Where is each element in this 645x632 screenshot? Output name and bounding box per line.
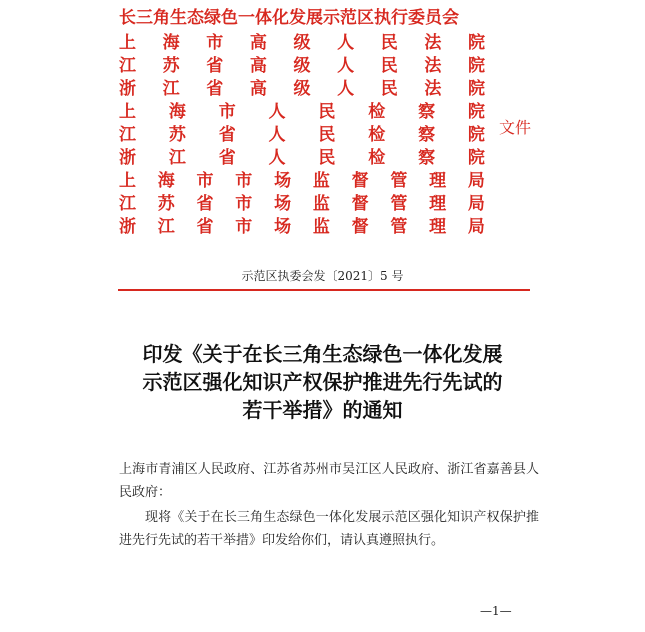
issuer-char: 市 [206, 33, 224, 53]
issuer-char: 人 [337, 79, 355, 99]
issuer-char: 上 [119, 33, 136, 53]
issuer-char: 人 [268, 102, 286, 122]
issuer-char: 市 [235, 217, 253, 237]
document-number: 示范区执委会发〔2021〕5 号 [241, 269, 404, 283]
issuer-char: 民 [318, 148, 336, 168]
issuer-char: 管 [390, 194, 408, 214]
issuer-row [119, 216, 485, 239]
issuer-char: 级 [293, 56, 311, 76]
issuer-char: 民 [380, 79, 398, 99]
issuer-char: 海 [168, 102, 186, 122]
issuer-char: 法 [424, 79, 442, 99]
issuer-row [119, 55, 485, 78]
issuer-char: 省 [218, 125, 236, 145]
issuer-char: 理 [429, 194, 447, 214]
issuer-row [119, 32, 485, 55]
issuer-char: 省 [196, 217, 214, 237]
body-paragraph: 现将《关于在长三角生态绿色一体化发展示范区强化知识产权保护推进先行先试的若干举措》印发给你们，请认真遵照执行。 [119, 510, 539, 548]
issuer-char: 督 [351, 217, 369, 237]
issuer-char: 上 [119, 102, 136, 122]
issuer-char: 市 [235, 171, 253, 191]
issuer-char: 海 [157, 171, 175, 191]
issuer-row [119, 147, 485, 170]
issuer-char: 督 [351, 194, 369, 214]
issuer-char: 海 [162, 33, 180, 53]
issuer-char: 监 [312, 194, 330, 214]
issuer-char: 监 [312, 217, 330, 237]
title-line: 若干举措》的通知 [242, 398, 403, 422]
issuer-char: 苏 [168, 125, 186, 145]
issuer-char: 民 [380, 33, 398, 53]
issuer-char: 江 [168, 148, 186, 168]
issuer-char: 察 [418, 102, 436, 122]
page-number: —1— [480, 604, 512, 618]
issuer-row [119, 124, 485, 147]
issuer-char: 法 [424, 33, 442, 53]
issuer-char: 人 [337, 56, 355, 76]
issuer-char: 理 [429, 217, 447, 237]
issuer-char: 省 [196, 194, 214, 214]
document-title [0, 340, 645, 424]
document-body [119, 458, 539, 552]
issuer-char: 监 [312, 171, 330, 191]
issuer-char: 苏 [157, 194, 175, 214]
issuer-list [119, 32, 485, 239]
issuer-row [119, 170, 485, 193]
issuer-char: 江 [119, 125, 136, 145]
document-suffix: 文件 [499, 118, 532, 137]
issuer-char: 局 [467, 217, 485, 237]
red-separator-line [118, 289, 530, 291]
issuer-char: 场 [274, 171, 292, 191]
issuer-char: 高 [249, 33, 267, 53]
issuer-char: 江 [119, 56, 136, 76]
issuer-row [119, 78, 485, 101]
issuer-char: 民 [318, 102, 336, 122]
title-line: 示范区强化知识产权保护推进先行先试的 [142, 370, 503, 394]
issuer-char: 省 [206, 79, 224, 99]
issuer-char: 省 [218, 148, 236, 168]
issuer-char: 场 [274, 217, 292, 237]
issuer-char: 人 [337, 33, 355, 53]
issuer-char: 理 [429, 171, 447, 191]
issuer-char: 人 [268, 148, 286, 168]
issuer-char: 检 [368, 148, 386, 168]
issuer-char: 院 [468, 79, 485, 99]
issuer-char: 浙 [119, 79, 136, 99]
issuer-char: 市 [235, 194, 253, 214]
recipients: 上海市青浦区人民政府、江苏省苏州市吴江区人民政府、浙江省嘉善县人民政府： [119, 462, 539, 500]
issuer-char: 院 [468, 56, 485, 76]
issuer-row [119, 101, 485, 124]
issuer-char: 民 [380, 56, 398, 76]
title-line: 印发《关于在长三角生态绿色一体化发展 [142, 342, 503, 366]
issuer-char: 院 [467, 148, 485, 168]
issuer-char: 级 [293, 79, 311, 99]
issuer-char: 院 [468, 33, 485, 53]
issuer-char: 浙 [119, 148, 136, 168]
issuer-char: 高 [249, 79, 267, 99]
issuing-agencies [119, 8, 485, 239]
issuer-char: 级 [293, 33, 311, 53]
issuer-char: 局 [467, 194, 485, 214]
issuer-char: 管 [390, 217, 408, 237]
issuer-char: 察 [418, 125, 436, 145]
issuer-char: 检 [368, 125, 386, 145]
issuer-char: 局 [467, 171, 485, 191]
issuer-char: 高 [249, 56, 267, 76]
issuer-char: 江 [162, 79, 180, 99]
issuer-char: 市 [196, 171, 214, 191]
issuer-char: 场 [274, 194, 292, 214]
issuer-char: 市 [218, 102, 236, 122]
issuer-char: 民 [318, 125, 336, 145]
issuer-char: 检 [368, 102, 386, 122]
issuer-char: 江 [157, 217, 175, 237]
issuer-executive-committee: 长三角生态绿色一体化发展示范区执行委员会 [119, 8, 459, 28]
issuer-char: 上 [119, 171, 136, 191]
issuer-char: 察 [418, 148, 436, 168]
issuer-char: 人 [268, 125, 286, 145]
issuer-char: 院 [467, 125, 485, 145]
issuer-char: 法 [424, 56, 442, 76]
issuer-row [119, 193, 485, 216]
issuer-char: 院 [467, 102, 485, 122]
issuer-char: 苏 [162, 56, 180, 76]
issuer-char: 管 [390, 171, 408, 191]
issuer-char: 江 [119, 194, 136, 214]
issuer-char: 督 [351, 171, 369, 191]
issuer-char: 省 [206, 56, 224, 76]
issuer-char: 浙 [119, 217, 136, 237]
